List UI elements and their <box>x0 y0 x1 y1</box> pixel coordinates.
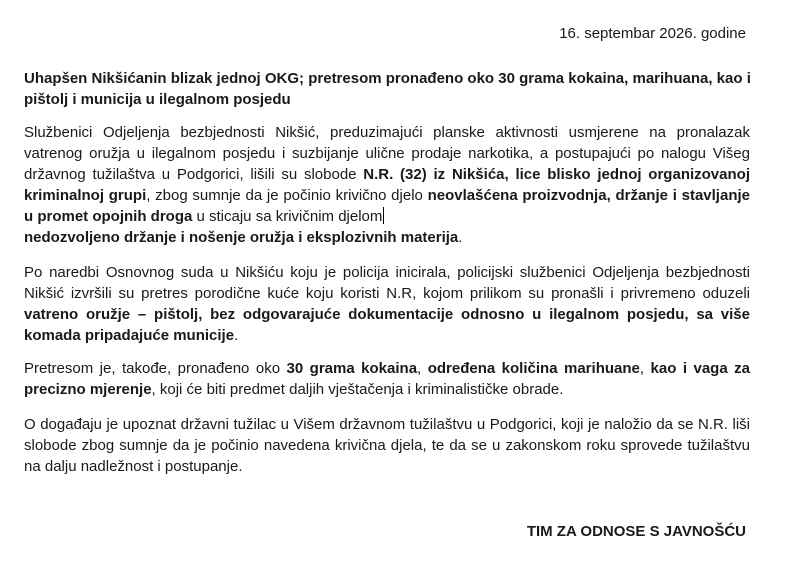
text-segment: . <box>458 229 463 246</box>
text-segment: Pretresom je, takođe, pronađeno oko <box>24 360 287 377</box>
text-segment: O događaju je upoznat državni tužilac u Višem državnom tužilaštvu u Podgorici, koji je naložio da se N.R. liši slobode zbog sumnje da je počinio navedena krivična djela, te da se u zakonskom roku sprovede tužilaštvu na dalju nadležnost i postupanje. <box>24 416 750 475</box>
paragraph-findings <box>24 358 750 400</box>
text-segment-bold: vatreno oružje – pištolj, bez odgovarajuće dokumentacije odnosno u ilegalnom posjedu, sa više komada pripadajuće municije <box>24 306 750 344</box>
signature: TIM ZA ODNOSE S JAVNOŠĆU <box>526 523 746 540</box>
text-segment: Po naredbi Osnovnog suda u Nikšiću koju je policija inicirala, policijski službenici Odjeljenja bezbjednosti Nikšić izvršili su pretres porodične kuće koju koristi N.R, kojom prilikom su pronašli i privremeno oduzeli <box>24 264 750 302</box>
headline: Uhapšen Nikšićanin blizak jednoj OKG; pretresom pronađeno oko 30 grama kokaina, marihuana, kao i pištolj i municija u ilegalnom posjedu <box>24 70 751 108</box>
text-segment-bold: kao i vaga za precizno mjerenje <box>24 360 750 398</box>
text-segment-bold: N.R. (32) iz Nikšića, lice blisko jednoj organizovanoj kriminalnoj grupi <box>24 166 750 204</box>
text-segment: , <box>639 360 651 377</box>
paragraph-prosecutor <box>24 414 750 477</box>
text-segment-bold: 30 grama kokaina <box>286 360 418 377</box>
text-segment-bold: neovlašćena proizvodnja, držanje i stavljanje u promet opojnih droga <box>24 187 750 225</box>
text-segment: u sticaju sa krivičnim djelom <box>192 208 383 225</box>
text-segment: , koji će biti predmet daljih vještačenja i kriminalističke obrade. <box>151 381 564 398</box>
paragraph-arrest <box>24 122 750 248</box>
text-segment: Službenici Odjeljenja bezbjednosti Nikšić, preduzimajući planske aktivnosti usmjerene na pronalazak vatrenog oružja u ilegalnom posjedu i suzbijanje ulične prodaje narkotika, a postupajući po nalogu Višeg državnog tužilaštva u Podgorici, lišili su slobode <box>24 124 750 183</box>
text-segment-bold: nedozvoljeno držanje i nošenje oružja i eksplozivnih materija <box>24 229 459 246</box>
text-segment: , <box>417 360 428 377</box>
release-date: 16. septembar 2026. godine <box>559 25 746 42</box>
text-segment: , zbog sumnje da je počinio krivično djelo <box>146 187 428 204</box>
text-segment: . <box>234 327 239 344</box>
text-segment-bold: određena količina marihuane <box>427 360 640 377</box>
paragraph-search <box>24 262 750 346</box>
text-cursor <box>383 207 384 224</box>
